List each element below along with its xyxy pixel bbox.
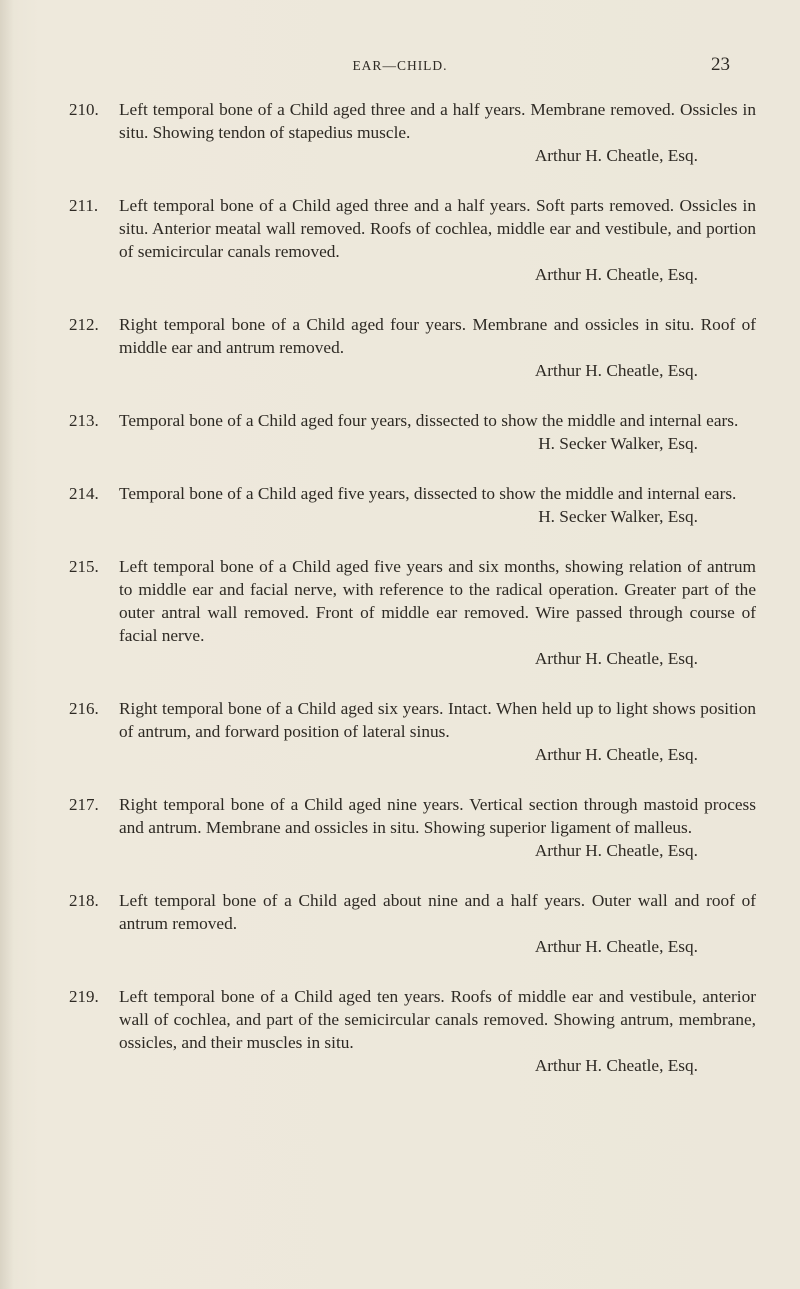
entry-donor: Arthur H. Cheatle, Esq. — [534, 146, 698, 165]
catalogue-entry-219 — [0, 985, 800, 1077]
entry-donor: Arthur H. Cheatle, Esq. — [534, 265, 698, 284]
entry-number: 213. — [69, 411, 99, 430]
entry-description: Left temporal bone of a Child aged ten years. Roofs of middle ear and vestibule, anterior wall of cochlea, and part of the semicircular canals removed. Showing antrum, membrane, ossicles, and their muscles in situ. — [119, 987, 756, 1052]
entry-number: 214. — [69, 484, 99, 503]
catalogue-entry-215 — [0, 555, 800, 670]
entry-number: 219. — [69, 987, 99, 1006]
entry-number: 211. — [69, 196, 99, 215]
catalogue-entry-213 — [0, 409, 800, 455]
entry-donor: H. Secker Walker, Esq. — [538, 507, 698, 526]
page-number: 23 — [711, 54, 730, 75]
entry-description: Left temporal bone of a Child aged five years and six months, showing relation of antrum to middle ear and facial nerve, with reference to the radical operation. Greater part of the outer antral wall removed. Front of middle ear removed. Wire passed through course of facial nerve. — [119, 557, 756, 645]
entry-donor: H. Secker Walker, Esq. — [538, 434, 698, 453]
entry-description: Left temporal bone of a Child aged three and a half years. Membrane removed. Ossicles in situ. Showing tendon of stapedius muscle. — [119, 100, 756, 142]
entry-donor: Arthur H. Cheatle, Esq. — [534, 937, 698, 956]
entry-description: Right temporal bone of a Child aged four years. Membrane and ossicles in situ. Roof of middle ear and antrum removed. — [119, 315, 756, 357]
page-header — [0, 52, 800, 82]
catalogue-entries — [0, 98, 800, 1104]
catalogue-entry-214 — [0, 482, 800, 528]
entry-donor: Arthur H. Cheatle, Esq. — [534, 361, 698, 380]
entry-description: Temporal bone of a Child aged five years, dissected to show the middle and internal ears. — [119, 484, 737, 503]
catalogue-entry-211 — [0, 194, 800, 286]
entry-description: Temporal bone of a Child aged four years, dissected to show the middle and internal ears. — [119, 411, 739, 430]
entry-description: Right temporal bone of a Child aged six years. Intact. When held up to light shows position of antrum, and forward position of lateral sinus. — [119, 699, 756, 741]
entry-number: 217. — [69, 795, 99, 814]
catalogue-entry-218 — [0, 889, 800, 958]
catalogue-entry-210 — [0, 98, 800, 167]
entry-description: Right temporal bone of a Child aged nine years. Vertical section through mastoid process and antrum. Membrane and ossicles in situ. Showing superior ligament of malleus. — [119, 795, 756, 837]
entry-description: Left temporal bone of a Child aged about nine and a half years. Outer wall and roof of antrum removed. — [119, 891, 756, 933]
entry-number: 215. — [69, 557, 99, 576]
running-head: EAR—CHILD. — [352, 58, 448, 73]
catalogue-entry-217 — [0, 793, 800, 862]
entry-number: 216. — [69, 699, 99, 718]
catalogue-entry-216 — [0, 697, 800, 766]
entry-donor: Arthur H. Cheatle, Esq. — [534, 841, 698, 860]
entry-number: 212. — [69, 315, 99, 334]
entry-number: 218. — [69, 891, 99, 910]
entry-number: 210. — [69, 100, 99, 119]
catalogue-entry-212 — [0, 313, 800, 382]
entry-donor: Arthur H. Cheatle, Esq. — [534, 1056, 698, 1075]
entry-description: Left temporal bone of a Child aged three and a half years. Soft parts removed. Ossicles in situ. Anterior meatal wall removed. Roofs of cochlea, middle ear and vestibule, and portion of semicircular canals removed. — [119, 196, 756, 261]
entry-donor: Arthur H. Cheatle, Esq. — [534, 649, 698, 668]
entry-donor: Arthur H. Cheatle, Esq. — [534, 745, 698, 764]
